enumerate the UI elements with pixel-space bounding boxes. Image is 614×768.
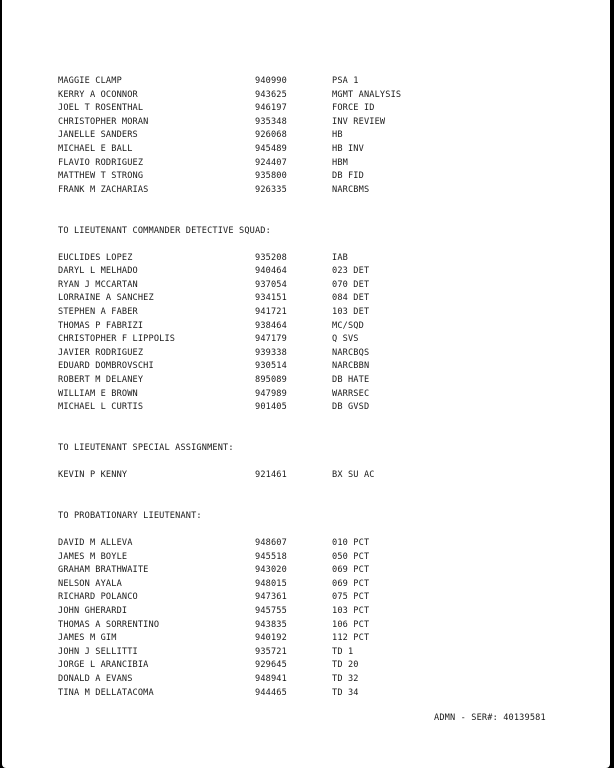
tax-id: 945755 [255,606,287,616]
tax-id: 921461 [255,470,287,480]
officer-name: TINA M DELLATACOMA [58,688,154,698]
command-assignment: DB HATE [332,375,370,385]
tax-id: 935348 [255,117,287,127]
officer-name: ROBERT M DELANEY [58,375,144,385]
tax-id: 945489 [255,144,287,154]
command-assignment: 103 PCT [332,606,370,616]
personnel-row [2,564,610,576]
officer-name: RYAN J MCCARTAN [58,280,138,290]
officer-name: JOHN J SELLITTI [58,647,138,657]
personnel-row [2,360,610,372]
officer-name: RICHARD POLANCO [58,592,138,602]
personnel-row [2,388,610,400]
personnel-row [2,537,610,549]
tax-id: 895089 [255,375,287,385]
tax-id: 929645 [255,660,287,670]
personnel-row [2,632,610,644]
personnel-row [2,265,610,277]
personnel-row [2,306,610,318]
personnel-row [2,143,610,155]
officer-name: MAGGIE CLAMP [58,76,122,86]
officer-name: MICHAEL E BALL [58,144,133,154]
officer-name: THOMAS P FABRIZI [58,321,144,331]
personnel-row [2,252,610,264]
personnel-row [2,659,610,671]
command-assignment: INV REVIEW [332,117,386,127]
officer-name: DARYL L MELHADO [58,266,138,276]
command-assignment: TD 32 [332,674,359,684]
tax-id: 930514 [255,361,287,371]
personnel-row [2,551,610,563]
tax-id: 947989 [255,389,287,399]
personnel-row [2,333,610,345]
tax-id: 943020 [255,565,287,575]
command-assignment: 069 PCT [332,565,370,575]
tax-id: 926335 [255,185,287,195]
tax-id: 937054 [255,280,287,290]
officer-name: MICHAEL L CURTIS [58,402,144,412]
personnel-row [2,469,610,481]
command-assignment: TD 34 [332,688,359,698]
personnel-row [2,401,610,413]
officer-name: MATTHEW T STRONG [58,171,144,181]
command-assignment: Q SVS [332,334,359,344]
command-assignment: DB GVSD [332,402,370,412]
command-assignment: HB INV [332,144,364,154]
personnel-row [2,129,610,141]
section-heading: TO PROBATIONARY LIEUTENANT: [58,511,202,521]
command-assignment: NARCBMS [332,185,370,195]
tax-id: 944465 [255,688,287,698]
tax-id: 935800 [255,171,287,181]
command-assignment: MGMT ANALYSIS [332,90,402,100]
personnel-row [2,116,610,128]
section-heading: TO LIEUTENANT SPECIAL ASSIGNMENT: [58,443,234,453]
personnel-row [2,89,610,101]
officer-name: EDUARD DOMBROVSCHI [58,361,154,371]
officer-name: GRAHAM BRATHWAITE [58,565,149,575]
personnel-row [2,374,610,386]
tax-id: 941721 [255,307,287,317]
tax-id: 940990 [255,76,287,86]
officer-name: NELSON AYALA [58,579,122,589]
officer-name: JANELLE SANDERS [58,130,138,140]
officer-name: JORGE L ARANCIBIA [58,660,149,670]
officer-name: DAVID M ALLEVA [58,538,133,548]
officer-name: JOHN GHERARDI [58,606,128,616]
tax-id: 934151 [255,293,287,303]
section-heading: TO LIEUTENANT COMMANDER DETECTIVE SQUAD: [58,226,271,236]
personnel-row [2,157,610,169]
officer-name: DONALD A EVANS [58,674,133,684]
command-assignment: MC/SQD [332,321,364,331]
personnel-row [2,605,610,617]
officer-name: JAVIER RODRIGUEZ [58,348,144,358]
document-page [2,0,610,768]
tax-id: 938464 [255,321,287,331]
tax-id: 947179 [255,334,287,344]
tax-id: 948607 [255,538,287,548]
tax-id: 901405 [255,402,287,412]
officer-name: FRANK M ZACHARIAS [58,185,149,195]
officer-name: JAMES M BOYLE [58,552,128,562]
personnel-row [2,347,610,359]
personnel-row [2,184,610,196]
officer-name: KEVIN P KENNY [58,470,128,480]
personnel-row [2,578,610,590]
officer-name: KERRY A OCONNOR [58,90,138,100]
command-assignment: 023 DET [332,266,370,276]
officer-name: THOMAS A SORRENTINO [58,620,160,630]
tax-id: 947361 [255,592,287,602]
command-assignment: 106 PCT [332,620,370,630]
officer-name: WILLIAM E BROWN [58,389,138,399]
officer-name: CHRISTOPHER MORAN [58,117,149,127]
officer-name: EUCLIDES LOPEZ [58,253,133,263]
command-assignment: TD 20 [332,660,359,670]
tax-id: 946197 [255,103,287,113]
officer-name: CHRISTOPHER F LIPPOLIS [58,334,176,344]
tax-id: 940464 [255,266,287,276]
command-assignment: NARCBBN [332,361,370,371]
command-assignment: IAB [332,253,348,263]
command-assignment: TD 1 [332,647,354,657]
personnel-row [2,591,610,603]
personnel-row [2,687,610,699]
command-assignment: 084 DET [332,293,370,303]
personnel-row [2,646,610,658]
personnel-row [2,320,610,332]
serial-number-footer: ADMN - SER#: 40139581 [434,713,546,723]
personnel-row [2,292,610,304]
command-assignment: 112 PCT [332,633,370,643]
personnel-row [2,102,610,114]
personnel-row [2,619,610,631]
command-assignment: NARCBQS [332,348,370,358]
command-assignment: 050 PCT [332,552,370,562]
command-assignment: 075 PCT [332,592,370,602]
tax-id: 943625 [255,90,287,100]
tax-id: 948941 [255,674,287,684]
personnel-row [2,279,610,291]
tax-id: 924407 [255,158,287,168]
command-assignment: PSA 1 [332,76,359,86]
officer-name: JOEL T ROSENTHAL [58,103,144,113]
tax-id: 935721 [255,647,287,657]
command-assignment: 103 DET [332,307,370,317]
tax-id: 943835 [255,620,287,630]
personnel-row [2,673,610,685]
officer-name: LORRAINE A SANCHEZ [58,293,154,303]
command-assignment: 010 PCT [332,538,370,548]
command-assignment: WARRSEC [332,389,370,399]
tax-id: 940192 [255,633,287,643]
personnel-row [2,170,610,182]
officer-name: STEPHEN A FABER [58,307,138,317]
command-assignment: HBM [332,158,348,168]
command-assignment: 069 PCT [332,579,370,589]
tax-id: 935208 [255,253,287,263]
officer-name: FLAVIO RODRIGUEZ [58,158,144,168]
command-assignment: HB [332,130,343,140]
personnel-row [2,75,610,87]
officer-name: JAMES M GIM [58,633,117,643]
tax-id: 926068 [255,130,287,140]
tax-id: 939338 [255,348,287,358]
command-assignment: FORCE ID [332,103,375,113]
tax-id: 948015 [255,579,287,589]
command-assignment: BX SU AC [332,470,375,480]
command-assignment: 070 DET [332,280,370,290]
tax-id: 945518 [255,552,287,562]
command-assignment: DB FID [332,171,364,181]
